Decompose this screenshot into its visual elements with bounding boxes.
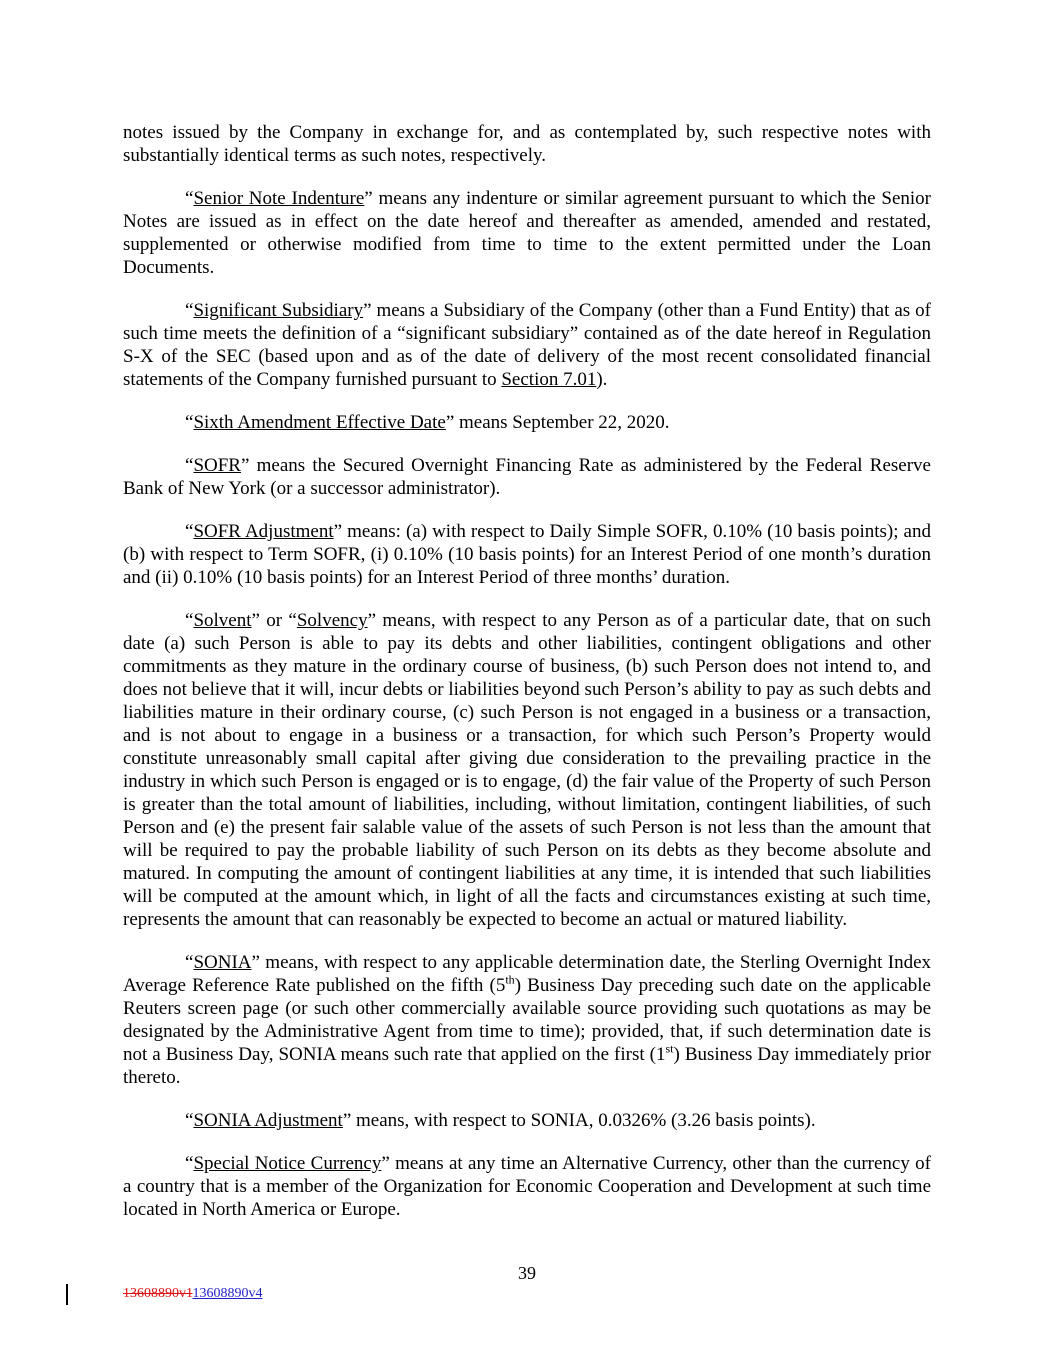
document-id-inserted: 13608890v4 bbox=[192, 1286, 263, 1301]
defined-term: Section 7.01 bbox=[501, 369, 597, 390]
document-body bbox=[123, 121, 931, 1241]
text-run: ” means, with respect to any applicable determination date, the Sterling Overnight Index Average Reference Rate published on the fifth (5 bbox=[123, 952, 931, 996]
text-run: “ bbox=[185, 1153, 194, 1174]
text-run: ” means at any time an Alternative Currency, other than the currency of a country that is a member of the Organization for Economic Cooperation and Development at such time located in North America or Europe. bbox=[123, 1153, 931, 1220]
paragraph bbox=[123, 299, 931, 391]
paragraph bbox=[123, 454, 931, 500]
defined-term: SONIA Adjustment bbox=[193, 1110, 343, 1131]
text-run: “ bbox=[185, 521, 194, 542]
superscript: th bbox=[505, 972, 515, 987]
text-run: ” means, with respect to SONIA, 0.0326% (3.26 basis points). bbox=[342, 1110, 816, 1131]
document-id-deleted: 13608890v1 bbox=[123, 1286, 193, 1301]
defined-term: Sixth Amendment Effective Date bbox=[193, 412, 446, 433]
defined-term: SONIA bbox=[193, 952, 252, 973]
defined-term: SOFR Adjustment bbox=[193, 521, 334, 542]
text-run: ) Business Day immediately prior thereto. bbox=[123, 1044, 931, 1088]
text-run: “ bbox=[185, 610, 194, 631]
page-number: 39 bbox=[518, 1263, 536, 1283]
paragraph bbox=[123, 121, 931, 167]
text-run: ” means any indenture or similar agreement pursuant to which the Senior Notes are issued as in effect on the date hereof and thereafter as amended, amended and restated, supplemented or otherwise modified from time to time to the extent permitted under the Loan Documents. bbox=[123, 188, 931, 278]
superscript: st bbox=[665, 1041, 674, 1056]
text-run: ” means a Subsidiary of the Company (other than a Fund Entity) that as of such time meets the definition of a “significant subsidiary” contained as of the date hereof in Regulation S-X of the SEC (based upon and as of the date of delivery of the most recent consolidated financial statements of the Company furnished pursuant to bbox=[123, 300, 932, 390]
defined-term: Special Notice Currency bbox=[193, 1153, 382, 1174]
text-run: “ bbox=[185, 455, 194, 476]
defined-term: Solvency bbox=[296, 610, 368, 631]
text-run: ” means, with respect to any Person as of a particular date, that on such date (a) such Person is able to pay its debts and other liabilities, contingent obligations and other commitments as they mature in the ordinary course of business, (b) such Person does not intend to, and does not believe that it will, incur debts or liabilities beyond such Person’s ability to pay as such debts and liabilities mature in their ordinary course, (c) such Person is not engaged in a business or a transaction, and is not about to engage in a business or a transaction, for which such Person’s Property would constitute unreasonably small capital after giving due consideration to the prevailing practice in the industry in which such Person is engaged or is to engage, (d) the fair value of the Property of such Person is greater than the total amount of liabilities, including, without limitation, contingent liabilities, of such Person and (e) the present fair salable value of the assets of such Person is not less than the amount that will be required to pay the probable liability of such Person on its debts as they become absolute and matured. In computing the amount of contingent liabilities at any time, it is intended that such liabilities will be computed at the amount which, in light of all the facts and circumstances existing at such time, represents the amount that can reasonably be expected to become an actual or matured liability. bbox=[123, 610, 931, 930]
paragraph bbox=[123, 1109, 931, 1132]
revision-change-bar bbox=[66, 1284, 68, 1305]
text-run: notes issued by the Company in exchange for, and as contemplated by, such respective notes with substantially identical terms as such notes, respectively. bbox=[123, 122, 931, 166]
text-run: ). bbox=[596, 369, 608, 390]
text-run: ) Business Day preceding such date on the applicable Reuters screen page (or such other commercially available source providing such quotations as may be designated by the Administrative Agent from time to time); provided, that, if such determination date is not a Business Day, SONIA means such rate that applied on the first (1 bbox=[123, 975, 931, 1065]
text-run: “ bbox=[185, 188, 194, 209]
text-run: ” or “ bbox=[251, 610, 297, 631]
defined-term: Senior Note Indenture bbox=[193, 188, 365, 209]
text-run: ” means: (a) with respect to Daily Simple SOFR, 0.10% (10 basis points); and (b) with respect to Term SOFR, (i) 0.10% (10 basis points) for an Interest Period of one month’s duration and (ii) 0.10% (10 basis points) for an Interest Period of three months’ duration. bbox=[123, 521, 931, 588]
defined-term: Solvent bbox=[193, 610, 252, 631]
text-run: “ bbox=[185, 1110, 194, 1131]
defined-term: SOFR bbox=[193, 455, 241, 476]
defined-term: Significant Subsidiary bbox=[193, 300, 364, 321]
paragraph bbox=[123, 1152, 931, 1221]
paragraph bbox=[123, 951, 931, 1089]
text-run: “ bbox=[185, 412, 194, 433]
text-run: “ bbox=[185, 300, 194, 321]
text-run: “ bbox=[185, 952, 194, 973]
text-run: ” means the Secured Overnight Financing Rate as administered by the Federal Reserve Bank of New York (or a successor administrator). bbox=[123, 455, 931, 499]
paragraph bbox=[123, 520, 931, 589]
text-run: ” means September 22, 2020. bbox=[445, 412, 670, 433]
paragraph bbox=[123, 411, 931, 434]
document-id-footer bbox=[123, 1286, 262, 1302]
paragraph bbox=[123, 609, 931, 931]
paragraph bbox=[123, 187, 931, 279]
